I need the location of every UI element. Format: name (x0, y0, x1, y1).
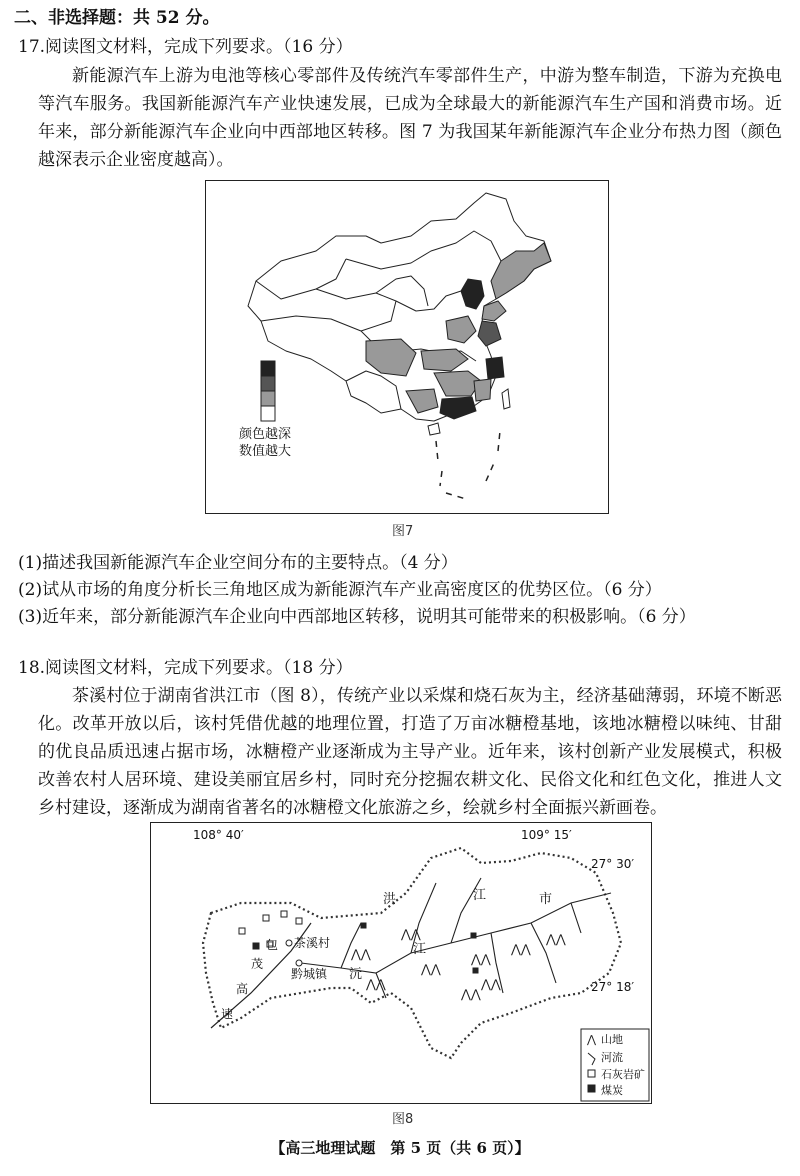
region-china-outline (248, 193, 551, 421)
page-footer: 【高三地理试题 第 5 页（共 6 页）】 (270, 1139, 530, 1157)
legend-shade-2 (261, 376, 275, 391)
lat-label-top: 27° 30′ (591, 857, 635, 871)
figure-7-map (205, 180, 609, 514)
town-dot (296, 960, 302, 966)
hongjiang-map-svg (151, 823, 651, 1103)
lon-label-left: 108° 40′ (193, 828, 244, 842)
legend-label-line1: 颜色越深 (239, 427, 292, 442)
highway-char-1: 包 (266, 938, 279, 952)
mountains (350, 927, 566, 1001)
map-legend (581, 1029, 649, 1101)
region-zhejiang (486, 357, 504, 379)
q17-passage-text: 新能源汽车上游为电池等核心零部件及传统汽车零部件生产，中游为整车制造，下游为充换电等汽车服务。我国新能源汽车产业快速发展，已成为全球最大的新能源汽车生产国和消费市场。近年来，部分新能源汽车企业向中西部地区转移。图 7 为我国某年新能源汽车企业分布热力图（颜色越深表示企业密度越高）。 (38, 66, 782, 170)
svg-text:⋀⋀: ⋀⋀ (351, 947, 371, 961)
q17-sub1: (1)描述我国新能源汽车企业空间分布的主要特点。（4 分） (18, 553, 458, 573)
city-char-3: 市 (539, 892, 553, 907)
svg-text:⋀⋀: ⋀⋀ (471, 952, 491, 966)
legend-shade-1 (261, 361, 275, 376)
legend-shade-3 (261, 391, 275, 406)
city-char-2: 江 (473, 888, 487, 903)
q17-sub2: (2)试从市场的角度分析长三角地区成为新能源汽车产业高密度区的优势区位。（6 分） (18, 580, 662, 600)
legend-label-line2: 数值越大 (239, 444, 292, 459)
town-label: 黔城镇 (291, 967, 328, 981)
city-char-1: 洪 (383, 892, 397, 907)
figure-8-map (150, 822, 652, 1104)
svg-text:⋀⋀: ⋀⋀ (421, 962, 441, 976)
highway-char-3: 高 (236, 982, 249, 996)
village-label: 茶溪村 (294, 936, 331, 950)
q18-passage-text: 茶溪村位于湖南省洪江市（图 8），传统产业以采煤和烧石灰为主，经济基础薄弱，环境不断恶化。改革开放以后，该村凭借优越的地理位置，打造了万亩冰糖橙基地，该地冰糖橙以味纯、甘甜的优良品质迅速占据市场，冰糖橙产业逐渐成为主导产业。近年来，该村创新产业发展模式，积极改善农村人居环境、建设美丽宜居乡村，同时充分挖掘农耕文化、民俗文化和红色文化，推进人文乡村建设，逐渐成为湖南省著名的冰糖橙文化旅游之乡，绘就乡村全面振兴新画卷。 (38, 686, 782, 818)
q17-passage (38, 62, 782, 174)
figure-7-caption: 图7 (392, 524, 414, 539)
svg-text:⋀⋀: ⋀⋀ (366, 977, 386, 991)
legend-limestone: 石灰岩矿 (601, 1068, 645, 1081)
river-jiang-label: 江 (413, 942, 427, 957)
svg-text:⋀⋀: ⋀⋀ (511, 942, 531, 956)
svg-text:⋀: ⋀ (587, 1033, 597, 1046)
china-heatmap-svg (206, 181, 608, 513)
nine-dash-line (436, 431, 500, 499)
lat-label-bottom: 27° 18′ (591, 980, 635, 994)
section-title: 二、非选择题：共 52 分。 (14, 8, 220, 28)
q18-heading: 18.阅读图文材料，完成下列要求。（18 分） (18, 658, 353, 678)
svg-text:⋀⋀: ⋀⋀ (481, 977, 501, 991)
region-fujian (474, 379, 491, 401)
q17-heading: 17.阅读图文材料，完成下列要求。（16 分） (18, 37, 353, 57)
region-hainan (428, 423, 440, 435)
legend-shade-4 (261, 406, 275, 421)
figure-8-caption: 图8 (392, 1112, 414, 1127)
q17-sub3: (3)近年来，部分新能源汽车企业向中西部地区转移，说明其可能带来的积极影响。（6 分） (18, 607, 696, 627)
lon-label-right: 109° 15′ (521, 828, 572, 842)
legend-coal: 煤炭 (601, 1084, 623, 1097)
svg-text:⋀⋀: ⋀⋀ (546, 932, 566, 946)
q18-passage (38, 682, 782, 822)
highway-char-2: 茂 (251, 957, 264, 971)
highway-char-4: 速 (221, 1007, 234, 1021)
region-guangdong (440, 397, 476, 419)
legend-mountain: 山地 (601, 1033, 623, 1046)
svg-text:⋀⋀: ⋀⋀ (461, 987, 481, 1001)
river-yuan-label: 沅 (349, 967, 363, 982)
legend-river: 河流 (601, 1051, 623, 1064)
heat-legend (239, 361, 291, 459)
village-dot (286, 940, 292, 946)
svg-text:⋀⋀: ⋀⋀ (401, 927, 421, 941)
region-taiwan (502, 389, 510, 409)
